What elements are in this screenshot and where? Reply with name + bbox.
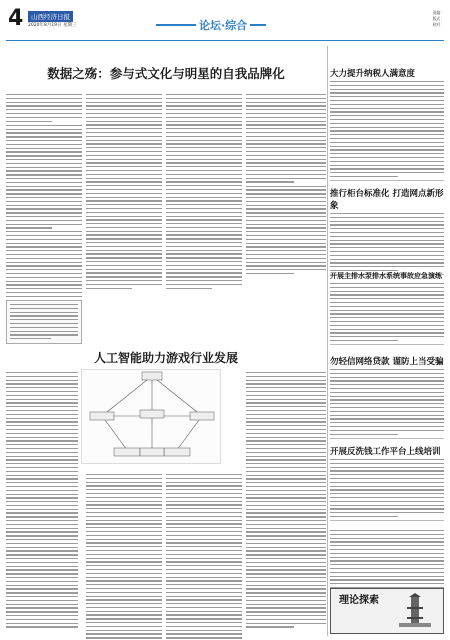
sidebar-title: 大力提升纳税人满意度 [330,69,416,79]
article2-col-1 [6,372,78,630]
sidebar-title: 推行柜台标准化 打造网点新形象 [330,189,444,211]
tower-icon [395,593,435,629]
diagram-node [142,372,162,380]
editor-credits [433,10,444,28]
article1-col-3 [166,94,242,291]
diagram-node [114,448,140,456]
sidebar-item [330,444,444,524]
diagram-node [164,448,190,456]
promo-title: 理论探索 [339,595,379,606]
diagram-node [90,412,114,420]
editor-line: 校对： [432,22,444,27]
article2-diagram [81,369,221,464]
article2-col-4 [246,372,326,630]
diagram-node [190,412,214,420]
article1-col-1 [6,94,82,307]
article1-notebox [6,300,82,344]
section-label: 论坛·综合 [196,17,250,33]
top-rule [6,40,444,41]
diagram-edge [177,416,202,450]
promo-box [330,588,444,634]
article1-col-4 [246,94,326,277]
diagram-edge [102,416,127,450]
sidebar-title: 勿轻信网络贷款 谨防上当受骗 [330,357,444,367]
sidebar-item [330,186,444,278]
diagram-node [140,410,164,418]
sidebar-title: 开展反洗钱工作平台上线培训 [330,447,441,457]
article1-title: 数据之殇：参与式文化与明星的自我品牌化 [47,66,285,81]
diagram-node [140,448,164,456]
editor-line: 版式： [432,16,444,21]
issue-date: 2020年8月19日 星期三 [28,23,77,28]
article2-title: 人工智能助力游戏行业发展 [93,351,238,365]
sidebar-title: 开展主排水泵排水系统事故应急演练 [330,272,442,280]
sidebar-item [330,66,444,184]
diagram-svg [82,370,222,465]
article2-col-2 [86,474,162,640]
paper-name: 山西经济日报 [28,11,73,22]
sidebar-item [330,354,444,442]
editor-line: 责编： [432,10,444,15]
column-separator [327,46,328,636]
article2-col-3 [166,474,242,640]
sidebar-item [330,270,444,348]
section-logo [156,16,266,34]
article1-col-2 [86,94,162,291]
page-number: 4 [8,6,24,31]
